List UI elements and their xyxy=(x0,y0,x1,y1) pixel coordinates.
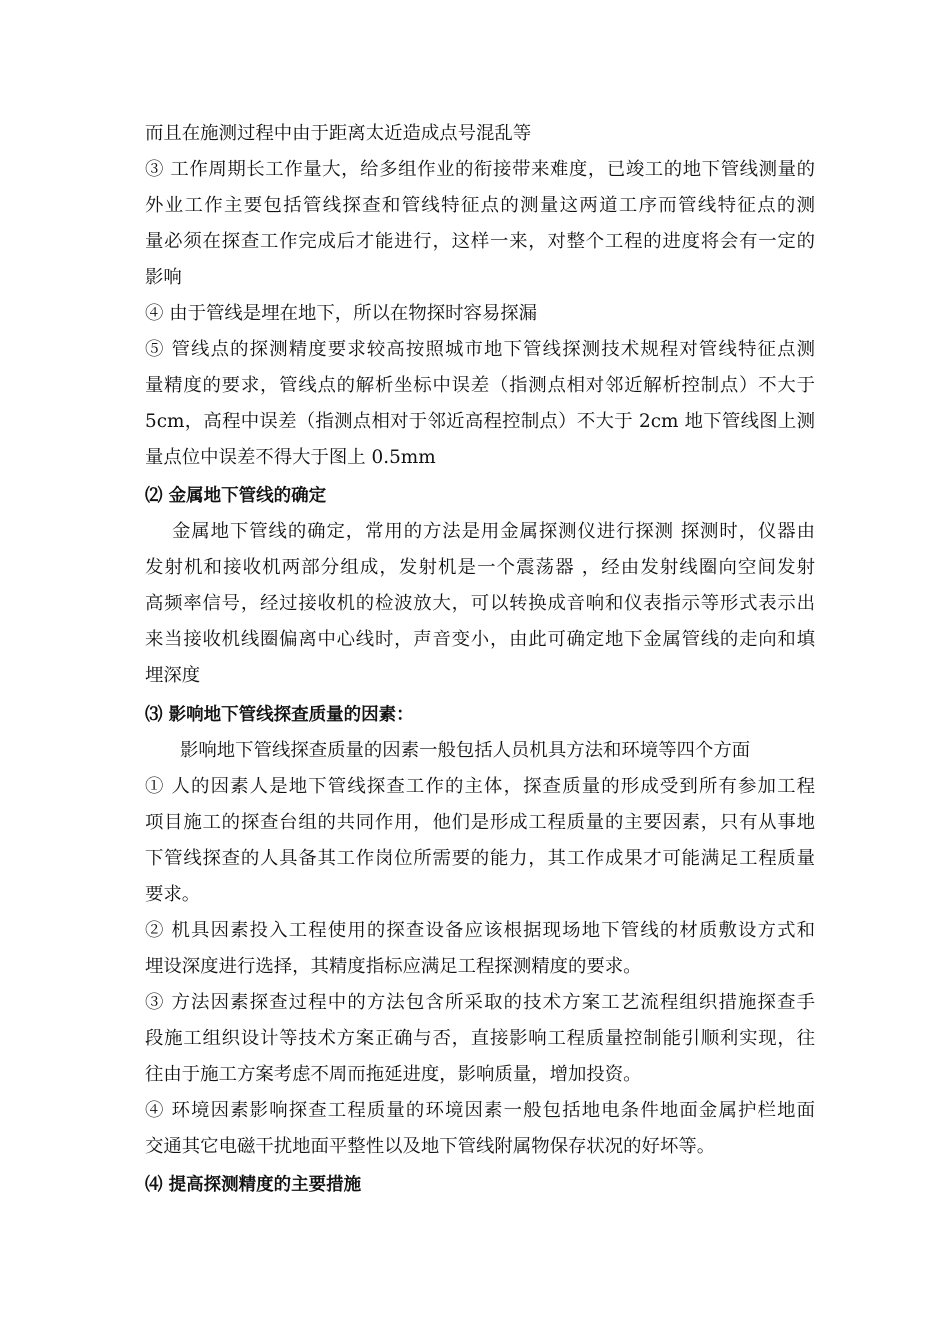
text-line: 往由于施工方案考虑不周而拖延进度，影响质量，增加投资。 xyxy=(145,1064,642,1085)
text-line: 而且在施测过程中由于距离太近造成点号混乱等 xyxy=(145,123,532,144)
text-line: 来当接收机线圈偏离中心线时，声音变小，由此可确定地下金属管线的走向和填 xyxy=(145,629,815,650)
text-line: ⑤ 管线点的探测精度要求较高按照城市地下管线探测技术规程对管线特征点测 xyxy=(145,339,815,360)
text-line: 量必须在探查工作完成后才能进行，这样一来，对整个工程的进度将会有一定的 xyxy=(145,231,815,252)
text-line: 埋设深度进行选择，其精度指标应满足工程探测精度的要求。 xyxy=(145,956,642,977)
text-line: 发射机和接收机两部分组成，发射机是一个震荡器 ，经由发射线圈向空间发射 xyxy=(145,557,815,578)
text-line: 交通其它电磁干扰地面平整性以及地下管线附属物保存状况的好坏等。 xyxy=(145,1136,716,1157)
text-line: ④ 由于管线是埋在地下，所以在物探时容易探漏 xyxy=(145,303,538,324)
text-line: 5cm，高程中误差（指测点相对于邻近高程控制点）不大于 2cm 地下管线图上测 xyxy=(145,411,815,432)
text-line: 量点位中误差不得大于图上 0.5mm xyxy=(145,447,436,468)
text-line: ② 机具因素投入工程使用的探查设备应该根据现场地下管线的材质敷设方式和 xyxy=(145,920,815,941)
text-line: 段施工组织设计等技术方案正确与否，直接影响工程质量控制能引顺利实现，往 xyxy=(145,1028,815,1049)
text-line: 量精度的要求，管线点的解析坐标中误差（指测点相对邻近解析控制点）不大于 xyxy=(145,375,815,396)
text-line: 下管线探查的人具备其工作岗位所需要的能力，其工作成果才可能满足工程质量 xyxy=(145,848,815,869)
text-line: 外业工作主要包括管线探查和管线特征点的测量这两道工序而管线特征点的测 xyxy=(145,195,815,216)
text-line: 要求。 xyxy=(145,884,201,905)
section-heading: ⑵ 金属地下管线的确定 xyxy=(145,486,327,506)
text-line: 埋深度 xyxy=(145,665,201,686)
text-line: ① 人的因素人是地下管线探查工作的主体，探查质量的形成受到所有参加工程 xyxy=(145,776,815,797)
text-line: 项目施工的探查台组的共同作用，他们是形成工程质量的主要因素，只有从事地 xyxy=(145,812,815,833)
section-heading: ⑶ 影响地下管线探查质量的因素： xyxy=(145,705,414,725)
text-line: ④ 环境因素影响探查工程质量的环境因素一般包括地电条件地面金属护栏地面 xyxy=(145,1100,815,1121)
text-line: ③ 方法因素探查过程中的方法包含所采取的技术方案工艺流程组织措施探查手 xyxy=(145,992,815,1013)
text-line: 高频率信号，经过接收机的检波放大，可以转换成音响和仪表指示等形式表示出 xyxy=(145,593,815,614)
text-line: 金属地下管线的确定，常用的方法是用金属探测仪进行探测 探测时，仪器由 xyxy=(172,521,815,542)
section-heading: ⑷ 提高探测精度的主要措施 xyxy=(145,1175,362,1195)
text-line: ③ 工作周期长工作量大，给多组作业的衔接带来难度，已竣工的地下管线测量的 xyxy=(145,159,815,180)
text-line: 影响地下管线探查质量的因素一般包括人员机具方法和环境等四个方面 xyxy=(180,740,751,761)
text-line: 影响 xyxy=(145,267,182,288)
